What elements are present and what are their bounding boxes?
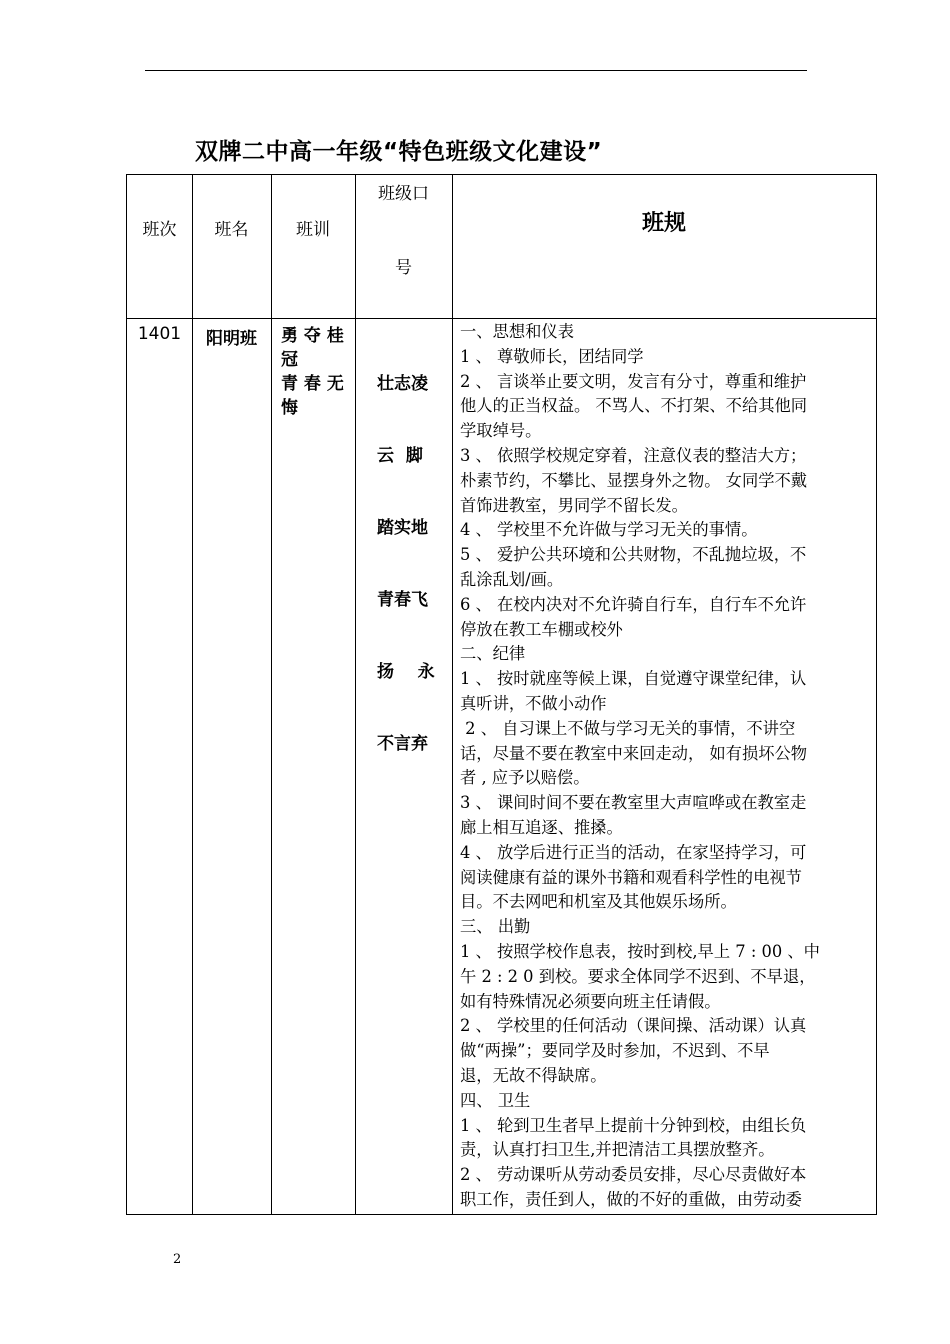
rule-line: 1 、 尊敬师长，团结同学 <box>460 346 644 366</box>
document-title: 双牌二中高一年级“特色班级文化建设” <box>195 139 603 165</box>
row-divider <box>127 318 876 319</box>
column-divider <box>452 175 453 1214</box>
rule-line: 首饰进教室，男同学不留长发。 <box>460 495 688 515</box>
class-culture-table <box>126 174 877 1215</box>
page-number: 2 <box>173 1252 182 1267</box>
rule-line: 4 、 学校里不允许做与学习无关的事情。 <box>460 520 758 540</box>
cell-class-name: 阳明班 <box>206 329 257 349</box>
rule-line: 如有特殊情况必须要向班主任请假。 <box>460 991 721 1011</box>
rule-line: 4 、 放学后进行正当的活动，在家坚持学习，可 <box>460 842 807 862</box>
column-divider <box>355 175 356 1214</box>
cell-class-no: 1401 <box>137 324 182 344</box>
slogan-line: 壮志凌 <box>377 374 428 394</box>
slogan-line: 扬 永 <box>377 662 435 682</box>
rule-line: 话，尽量不要在教室中来回走动， 如有损坏公物 <box>460 743 808 763</box>
rule-line: 3 、 课间时间不要在教室里大声喧哗或在教室走 <box>460 793 807 813</box>
column-divider <box>271 175 272 1214</box>
rule-line: 四、 卫生 <box>460 1090 531 1110</box>
rule-line: 5 、 爱护公共环境和公共财物，不乱抛垃圾，不 <box>460 545 807 565</box>
motto-line: 勇 夺 桂 <box>281 326 344 346</box>
rule-line: 2 、 自习课上不做与学习无关的事情，不讲空 <box>460 718 796 738</box>
rule-line: 廊上相互追逐、推搡。 <box>460 817 623 837</box>
rule-line: 午 2 : 2 0 到校。要求全体同学不迟到、不早退， <box>460 966 816 986</box>
rule-line: 1 、 按照学校作息表，按时到校,早上 7 : 00 、中 <box>460 941 820 961</box>
slogan-line: 踏实地 <box>377 518 428 538</box>
rule-line: 职工作，责任到人，做的不好的重做，由劳动委 <box>460 1189 802 1209</box>
motto-line: 青 春 无 <box>281 374 344 394</box>
rule-line: 真听讲，不做小动作 <box>460 693 607 713</box>
rule-line: 2 、 劳动课听从劳动委员安排，尽心尽责做好本 <box>460 1165 807 1185</box>
slogan-line: 不言弃 <box>377 734 428 754</box>
rule-line: 阅读健康有益的课外书籍和观看科学性的电视节 <box>460 867 802 887</box>
rule-line: 责，认真打扫卫生,并把清洁工具摆放整齐。 <box>460 1140 775 1160</box>
header-class-name: 班名 <box>214 220 249 240</box>
rule-line: 1 、 按时就座等候上课，自觉遵守课堂纪律，认 <box>460 669 807 689</box>
rule-line: 者 , 应予以赔偿。 <box>460 768 590 788</box>
header-slogan-line1: 班级口 <box>378 184 429 204</box>
rule-line: 退，无故不得缺席。 <box>460 1065 607 1085</box>
header-slogan-line2: 号 <box>395 258 412 278</box>
rule-line: 二、纪律 <box>460 644 526 664</box>
cell-rules <box>460 320 872 1213</box>
rule-line: 做“两操”；要同学及时参加，不迟到、不早 <box>460 1041 770 1061</box>
rule-line: 他人的正当权益。 不骂人、不打架、不给其他同 <box>460 396 808 416</box>
rule-line: 3 、 依照学校规定穿着，注意仪表的整洁大方； <box>460 445 807 465</box>
rule-line: 朴素节约，不攀比、显摆身外之物。 女同学不戴 <box>460 470 808 490</box>
rule-line: 乱涂乱划/画。 <box>460 569 564 589</box>
rule-line: 2 、 言谈举止要文明，发言有分寸，尊重和维护 <box>460 371 807 391</box>
header-rules: 班规 <box>641 211 686 236</box>
rule-line: 学取绰号。 <box>460 421 542 441</box>
slogan-line: 云 脚 <box>377 446 423 466</box>
rule-line: 三、 出勤 <box>460 917 531 937</box>
header-class-no: 班次 <box>142 220 177 240</box>
rule-line: 目。不去网吧和机室及其他娱乐场所。 <box>460 892 737 912</box>
motto-line: 冠 <box>281 350 298 370</box>
rule-line: 停放在教工车棚或校外 <box>460 619 623 639</box>
rule-line: 一、思想和仪表 <box>460 322 574 341</box>
cell-motto <box>281 324 353 420</box>
cell-slogan <box>377 324 449 804</box>
slogan-line: 青春飞 <box>377 590 428 610</box>
rule-line: 2 、 学校里的任何活动（课间操、活动课）认真 <box>460 1016 807 1036</box>
header-rule <box>145 70 807 71</box>
rule-line: 6 、 在校内决对不允许骑自行车，自行车不允许 <box>460 594 807 614</box>
header-motto: 班训 <box>296 220 330 240</box>
rule-line: 1 、 轮到卫生者早上提前十分钟到校，由组长负 <box>460 1115 807 1135</box>
motto-line: 悔 <box>281 398 298 418</box>
